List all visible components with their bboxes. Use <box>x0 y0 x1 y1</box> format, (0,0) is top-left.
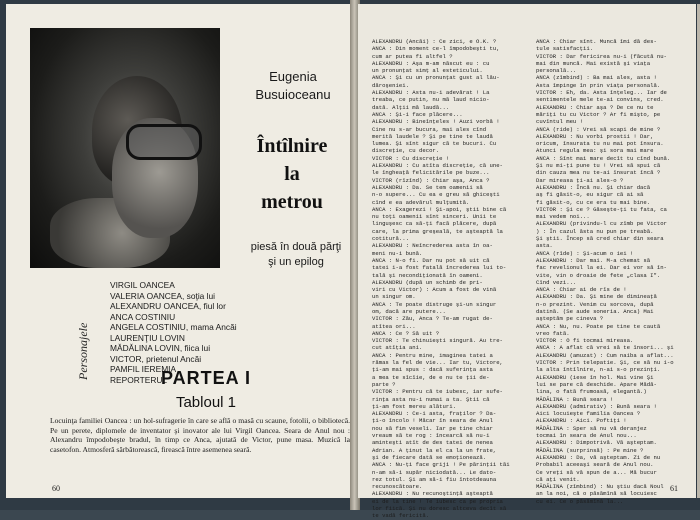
play-subtitle <box>242 240 350 270</box>
dialogue-line: ALEXANDRU : Asta nu-i adevărat ! La <box>372 89 490 97</box>
cast-member: ANGELA COSTINIU, mama Ancăi <box>110 322 237 332</box>
dialogue-line: Aici locuieşte familia Oancea ? <box>536 410 641 418</box>
subtitle-line: şi un epilog <box>268 256 324 268</box>
dialogue-line: şi de fiecare dată se emoţionează. <box>372 453 487 461</box>
dialogue-line: vreaum să te rog : încearcă să nu-i <box>372 432 490 440</box>
dialogue-line: VICTOR : Prin telepatie. Şi, ce să nu i-o <box>536 359 674 367</box>
dialogue-line: Dar mireasa ţi-ai ales-o ? <box>536 176 624 184</box>
dialogue-line: Cînd vezi... <box>536 278 577 286</box>
dialogue-line: ANCA : Chiar ai de rîs de ! <box>536 286 627 294</box>
dialogue-line: din cauza mea nu te-ai însurat încă ? <box>536 169 661 177</box>
dialogue-line: discreţie, cu decor. <box>372 147 440 155</box>
dialogue-line: MĂDĂLINA (zîmbind) : Nu ştiu dacă Noul <box>536 483 664 491</box>
dialogue-line: n-o supere... Cu ea e greu să ghiceşti <box>372 191 500 199</box>
dialogue-line: ALEXANDRU : Cu atîta discreţie, că une- <box>372 162 503 170</box>
dialogue-line: ANCA : Ce ? Să uit ? <box>372 329 440 337</box>
dialogue-line: ANCA : Sînt mai mare decît tu cînd bună. <box>536 154 671 162</box>
cast-member: MĂDĂLINA LOVIN, fiica lui <box>110 343 211 353</box>
dialogue-line: tală şi necondiţionată în oameni. <box>372 271 483 279</box>
dialogue-line: MĂDĂLINA (surprinsă) : Pe mine ? <box>536 446 644 454</box>
dialogue-line: asta. <box>536 242 553 250</box>
dialogue-line: lumea. Şi sînt sigur că te bucuri. Cu <box>372 140 497 148</box>
dialogue-line: le îngheaţă felicitările pe buze... <box>372 169 490 177</box>
dialogue-line: datină. (Se aude soneria. Anca) Mai <box>536 307 654 315</box>
dialogue-line: vreo fată. <box>536 329 570 337</box>
dialogue-line: sentimentele mele te-ai convins, cred. <box>536 96 664 104</box>
dialogue-line: om, dacă are putere... <box>372 307 446 315</box>
dialogue-line: tocmai în seara de Anul nou... <box>536 432 637 440</box>
dialogue-line: nu toţi oamenii sînt sinceri. Unii te <box>372 213 497 221</box>
cast-member: VIRGIL OANCEA <box>110 280 175 290</box>
author-first-name: Eugenia <box>269 69 317 84</box>
dialogue-line: vite, vin o droaie de fete „clasa I". <box>536 271 661 279</box>
dialogue-line: cut atîţia ani. <box>372 344 423 352</box>
dialogue-line: ALEXANDRU : Chiar aşa ? De ce nu te <box>536 103 654 111</box>
dialogue-line: că aţi venit. <box>536 475 580 483</box>
dialogue-line: un pronunţat simţ al esteticului. <box>372 67 483 75</box>
dialogue-line: an la noi, că o păsămînă să locuiesc <box>536 490 657 498</box>
dialogue-line: măriţi tu cu Victor ? Ar fi mişto, pe <box>536 110 661 118</box>
dialogue-line: ANCA : Şi cu un pronunţat gust al lău- <box>372 74 500 82</box>
dialogue-line: ANCA (rîde) : Şi-acum o iei ! <box>536 249 634 257</box>
right-page <box>358 4 696 520</box>
dialogue-line: ALEXANDRU (privindu-l cu zîmb pe Victor <box>536 220 667 228</box>
dialogue-line: VICTOR : Eh, da. Asta înţeleg... Iar de <box>536 89 667 97</box>
author-name <box>238 68 348 104</box>
dialogue-line: personală... <box>536 67 577 75</box>
dialogue-line: ANCA (zîmbind) : Ba mai ales, asta ! <box>536 74 657 82</box>
dialogue-line: ALEXANDRU (admirativ) : Bună seara ! <box>536 402 657 410</box>
dialogue-line: ALEXANDRU : Aici. Poftiţi ! <box>536 417 627 425</box>
play-title <box>242 132 342 216</box>
page-number-right: 61 <box>670 484 678 493</box>
dialogue-line: aminteşti atît de des tatei de nenea <box>372 439 493 447</box>
dialogue-line: recunoscătoare. <box>372 483 423 491</box>
dialogue-line: ALEXANDRU (Ancăi) : Ce zici, e O.K. ? <box>372 38 497 45</box>
stage-direction: Locuinţa familiei Oancea : un hol-sufragerie în care se află o masă cu scaune, fotolii, o bibliotecă. Pe un perete, diplomele de inventator şi inovator ale lui Virgil Oancea. Seara de Anul nou : Alexandru împodobeşte bradul, în timp ce Anca, ajutată de Victor, pune masa. Muzică la casetofon. Atmosferă sărbătorească, firească între asemenea seară. <box>50 416 350 454</box>
dialogue-line: Şi nu mi-ţi pune tu ! Vrei să spui că <box>536 162 661 170</box>
dialogue-line: n-o prezint. Venim cu sorcova, după <box>536 300 654 308</box>
dialogue-line: VICTOR : O fi tocmai mireasa. <box>536 337 634 345</box>
dialogue-line: cum ar putea fi altfel ? <box>372 52 453 60</box>
dialogue-line: fac revelionul la ei. Dar ei vor să în- <box>536 264 667 272</box>
cast-member: VICTOR, prietenul Ancăi <box>110 353 202 364</box>
dialogue-line: mai din muncă. Mai există şi viaţa <box>536 59 651 67</box>
dialogue-line: ANCA : Exagerezi ! Şi-apoi, ştii bine că <box>372 205 507 213</box>
title-line: la <box>284 163 300 185</box>
dialogue-line: ALEXANDRU (iese în hol. Mai vine Şi <box>536 373 654 381</box>
dialogue-line: rămas la fel de vie... Iar tu, Victore, <box>372 359 503 367</box>
dialogue-line: Atunci regula mea: şi sora mai mare <box>536 147 654 155</box>
dialogue-line: ) : În cazul ăsta nu pun pe treabă. <box>536 227 654 235</box>
dialogue-line: a mea te sîcîie, de e nu te ţii de- <box>372 373 490 381</box>
dialogue-line: mai vedem noi... <box>536 213 590 221</box>
dialogue-line: ALEXANDRU : Dar mai. M-a chemat să <box>536 256 651 264</box>
author-last-name: Busuioceanu <box>255 87 331 102</box>
cast-member: LAURENŢIU LOVIN <box>110 332 185 343</box>
dialogue-line: ANCA : Pentru mine, imaginea tatei a <box>372 351 493 359</box>
dialogue-line: ANCA : Chiar sînt. Muncă îmi dă des- <box>536 38 657 45</box>
dialogue-line: dăroşeniei. <box>372 81 409 89</box>
dialogue-line: treaba, ce putin, nu mă laud nicio- <box>372 96 490 104</box>
dialogue-line: Ce vreţi să vă spun de a... Mă bucur <box>536 468 657 476</box>
dialogue-line: viri cu Victor) : Acum a fost de vină <box>372 286 497 294</box>
dialogue-line: ANCA : A aflat că vrei să te însori... şi <box>536 344 674 352</box>
dialogue-line: MĂDĂLINA : Sper să nu vă deranjez <box>536 424 647 432</box>
dialogue-line: Şi ştii. Încep să cred chiar din seara <box>536 235 664 243</box>
dialogue-line: te vadă fericită. <box>372 512 430 520</box>
dialogue-line: ţi-am mai spus : dacă suferinţa asta <box>372 366 493 374</box>
dialogue-line: Cine nu s-ar bucura, mai ales cînd <box>372 125 487 133</box>
dialogue-line: meni nu-i bună. <box>372 249 423 257</box>
dialogue-line: atîtea ori... <box>372 322 416 330</box>
dialogue-line: VICTOR : Dar fericirea nu-i (făcută nu- <box>536 52 667 60</box>
dialogue-line: ANCA (ride) : Vrei să scapi de mine ? <box>536 125 661 133</box>
dialogue-line: linguşesc ca să-ţi facă plăcere, după <box>372 220 497 228</box>
dialogue-line: cuvîntul meu ! <box>536 118 583 126</box>
dialogue-line: tule satisfacţii. <box>536 45 594 53</box>
dialogue-line: Probabil aceeaşi seară de Anul nou. <box>536 461 654 469</box>
photo-glasses <box>126 124 202 160</box>
tableau-heading: Tabloul 1 <box>175 394 237 411</box>
dialogue-line: Asta împinge în prin viaţa personală. <box>536 81 661 89</box>
dialogue-line: lina, o fată frumoasă, elegantă.) <box>536 388 647 396</box>
dialogue-line: la alta întîlnire, n-ai s-o prezinţi. <box>536 366 661 374</box>
dialogue-line: ALEXANDRU : Dimpotrivă. Vă aşteptam. <box>536 439 657 447</box>
dialogue-line: ANCA : N-o fi. Dar nu pot să uit că <box>372 256 490 264</box>
dialogue-line: VICTOR : Te chinuieşti singură. Au tre- <box>372 337 503 345</box>
dialogue-line: cotitură... <box>372 235 409 243</box>
dialogue-line: aş fi găsit-o, eu sigur că ai să <box>536 191 644 199</box>
dialogue-line: lui se pare că deschide. Apare Mădă- <box>536 380 657 388</box>
dialogue-line: lor fiică. Şi nu doresc altceva decît să <box>372 505 507 512</box>
dialogue-line: ţi-am fost mereu alături. <box>372 402 456 410</box>
dialogue-line: ALEXANDRU : Ce-i asta, fraţilor ? Da- <box>372 410 497 418</box>
dialogue-line: nou să fim veseli. Iar pe tine chiar <box>372 424 493 432</box>
cast-member: ALEXANDRU OANCEA, fiul lor <box>110 301 226 311</box>
dialogue-line: ei de la tine ! Te iubesc ca pe propria <box>372 497 503 505</box>
dialogue-column-1 <box>372 38 528 520</box>
dialogue-line: tatei i-a fost fatală încrederea lui to- <box>372 264 507 272</box>
dialogue-line: fi găsit-o, cu ce era tu mai bine. <box>536 198 651 206</box>
dialogue-line: ANCA : Din moment ce-l împodobeşti tu, <box>372 45 500 53</box>
left-page <box>6 4 353 498</box>
dialogue-line: VICTOR (rîzînd) : Chiar aşa, Anca ? <box>372 176 490 184</box>
dialogue-line: ANCA : Te poate distruge şi-un singur <box>372 300 497 308</box>
cast-member: VALERIA OANCEA, soţia lui <box>110 290 216 301</box>
dialogue-line: ALEXANDRU : Da. Şi mine de dimineaţă <box>536 293 657 301</box>
dialogue-line: ALEXANDRU : Nu recunoştinţă aşteaptă <box>372 490 493 498</box>
dialogue-line: un singur om. <box>372 293 416 301</box>
dialogue-column-2 <box>536 38 692 505</box>
characters-label: Personajele <box>76 322 90 380</box>
dialogue-line: MĂDĂLINA : Bună seara ! <box>536 395 614 403</box>
dialogue-line: ALEXANDRU : Încă nu. Şi chiar dacă <box>536 183 651 191</box>
dialogue-line: ALEXANDRU : Aşa m-am născut eu : cu <box>372 59 490 67</box>
part-heading: PARTEA I <box>160 368 251 388</box>
dialogue-line: VICTOR : Cu discreţie ! <box>372 154 450 162</box>
dialogue-line: ţi-o încolo ! Măcar în seara de Anul <box>372 417 493 425</box>
title-line: Întîlnire <box>256 135 328 157</box>
author-photo <box>30 28 220 268</box>
cast-member: REPORTERUL <box>110 374 168 385</box>
subtitle-line: piesă în două părţi <box>250 241 342 253</box>
dialogue-line: dată. Alţii mă laudă... <box>372 103 450 111</box>
dialogue-line: parte ? <box>372 380 396 388</box>
dialogue-line: VICTOR : Zău, Anca ? Te-am rugat de- <box>372 315 493 323</box>
dialogue-line: rez totul. Şi am să-i fiu întotdeauna <box>372 475 497 483</box>
dialogue-line: ALEXANDRU (amuzat) : Cum naiba a aflat... <box>536 351 674 359</box>
dialogue-line: VICTOR : Pentru că te iubesc, iar sufe- <box>372 388 503 396</box>
title-line: metrou <box>261 191 323 213</box>
dialogue-line: ALEXANDRU : Bineînţeles ! Auzi vorbă ! <box>372 118 500 126</box>
cast-member: ANCA COSTINIU <box>110 311 176 322</box>
cast-member: PAMFIL IEREMIA <box>110 364 177 374</box>
dialogue-line: care, la prima greşeală, te aşteaptă la <box>372 227 503 235</box>
dialogue-line: ANCA : Nu-ţi face griji ! Pe părinţii tăi <box>372 461 510 469</box>
dialogue-line: oricum, însurata tu nu mai pot însura. <box>536 140 664 148</box>
dialogue-line: ALEXANDRU (după un schimb de pri- <box>372 278 483 286</box>
dialogue-line: ALEXANDRU : Nu vorbi prostii ! Dar, <box>536 132 654 140</box>
dialogue-line: ALEXANDRU : Da, vă aşteptam. Zi de nu <box>536 453 661 461</box>
dialogue-line: Adrian. A ţinut la el ca la un frate, <box>372 446 497 454</box>
dialogue-line: cu ei. Ce o păsămînă la... <box>536 497 624 505</box>
dialogue-line: ANCA : Nu, nu. Poate pe tine te caută <box>536 322 661 330</box>
page-number-left: 60 <box>52 484 60 493</box>
dialogue-line: ALEXANDRU : Da. Se tem oamenii să <box>372 183 483 191</box>
dialogue-line: ANCA : Şi-i face plăcere... <box>372 110 463 118</box>
dialogue-line: aşteptăm pe cineva ? <box>536 315 604 323</box>
dialogue-line: n-am să-i supăr niciodată... Le dato- <box>372 468 497 476</box>
dialogue-line: VICTOR : Şi ce ? Găseşte-ţi tu fata, ca <box>536 205 667 213</box>
dialogue-line: cînd e ea adevărul mulţumită. <box>372 198 470 206</box>
dialogue-line: ALEXANDRU : Neîncrederea asta în oa- <box>372 242 493 250</box>
dialogue-line: rinţa asta nu-i numai a ta. Ştii că <box>372 395 490 403</box>
dialogue-line: merită laudele ? Şi pe tine te laudă <box>372 132 493 140</box>
